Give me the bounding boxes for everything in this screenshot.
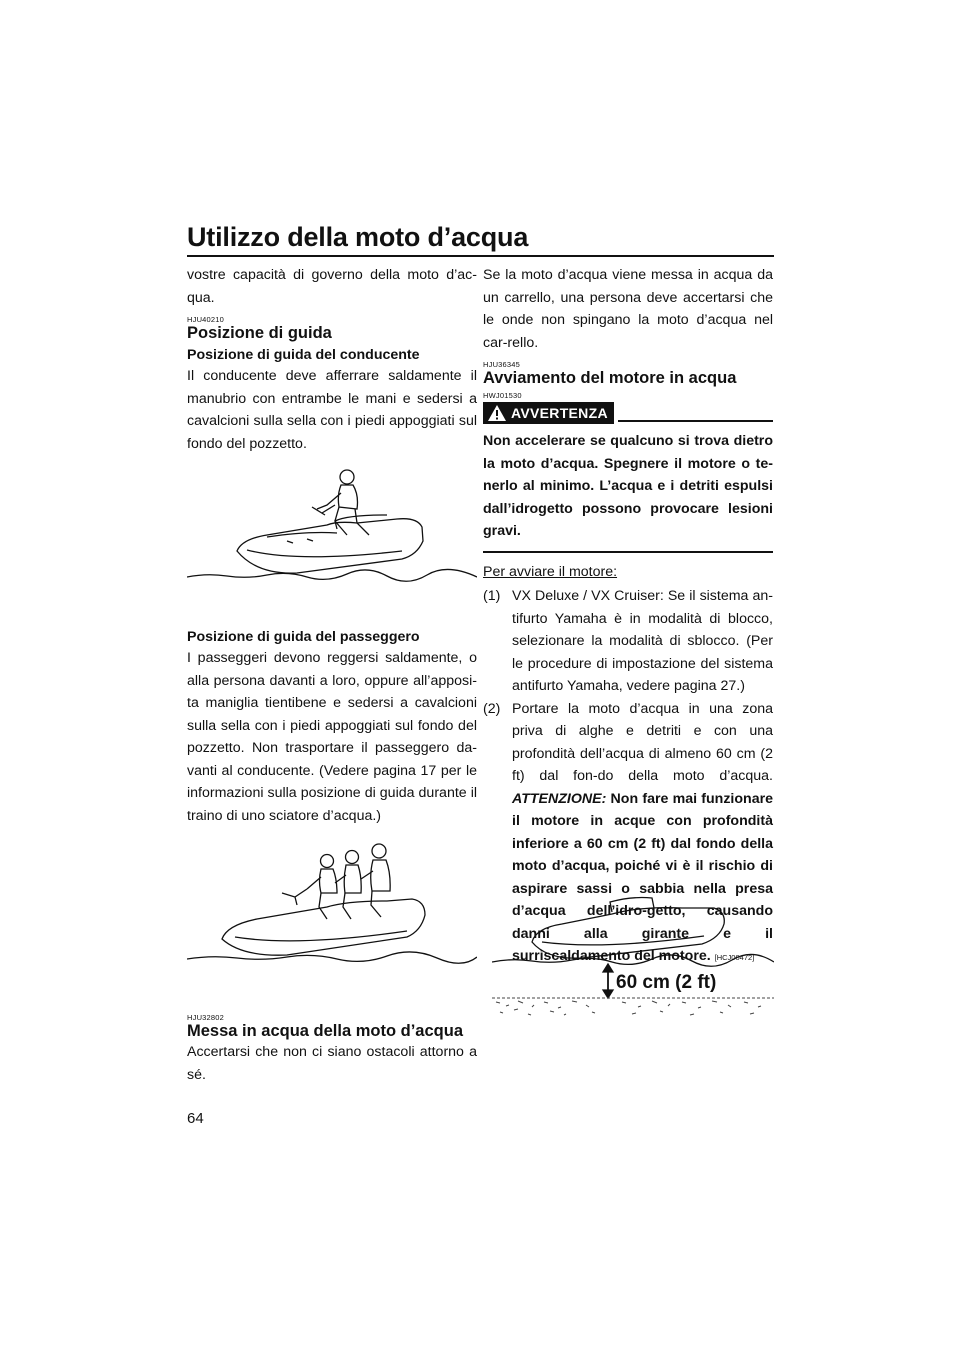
warning-header xyxy=(483,402,773,424)
left-column xyxy=(187,264,477,1086)
caution-text: Non fare mai funzionare il motore in acque con profondità inferiore a 60 cm (2 ft) dal fondo della moto d’acqua, poiché vi è il rischio di aspirare sassi o sabbia nella presa d’acqua dell’idro-getto, causando danni alla girante e il surriscaldamento del motore. xyxy=(512,790,773,964)
section-title-launching: Messa in acqua della moto d’acqua xyxy=(187,1022,463,1040)
list-item xyxy=(483,585,773,698)
section-code: HJU32802 xyxy=(187,1013,225,1022)
step-number: (2) xyxy=(483,700,501,717)
launching-text: Accertarsi che non ci siano ostacoli attorno a sé. xyxy=(187,1044,477,1083)
operator-position-text: Il conducente deve afferrare saldamente il manubrio con entrambe le mani e sedersi a cavalcioni sulla sella con i piedi appoggiati sul fondo del pozzetto. xyxy=(187,368,477,452)
trailer-text: Se la moto d’acqua viene messa in acqua da un carrello, una persona deve accertarsi che le onde non spingano la moto d’acqua nel car-rello. xyxy=(483,267,773,351)
section-code: HJU40210 xyxy=(187,315,225,324)
warning-triangle-icon xyxy=(487,404,507,422)
intro-text: vostre capacità di governo della moto d’ac-qua. xyxy=(187,267,477,306)
operator-illustration xyxy=(187,455,477,625)
step-text: VX Deluxe / VX Cruiser: Se il sistema an-tifurto Yamaha è in modalità di blocco, selezionare la modalità di sblocco. (Per le procedure di impostazione del sistema antifurto Yamaha, vedere pagina 27.) xyxy=(512,588,773,694)
warning-bottom-rule xyxy=(483,551,773,553)
right-column xyxy=(483,264,773,970)
section-code: HJU36345 xyxy=(483,360,521,369)
caution-label: ATTENZIONE: xyxy=(512,790,607,807)
section-title-starting-engine: Avviamento del motore in acqua xyxy=(483,369,737,387)
depth-label: 60 cm (2 ft) xyxy=(616,972,717,993)
caution-code: [HCJ00472] xyxy=(714,953,755,962)
warning-code: HWJ01530 xyxy=(483,391,522,400)
page-title: Utilizzo della moto d’acqua xyxy=(187,222,529,252)
warning-top-rule xyxy=(618,420,773,422)
passengers-illustration xyxy=(187,827,477,1007)
section-title-riding-position: Posizione di guida xyxy=(187,324,332,342)
step-number: (1) xyxy=(483,588,501,604)
passenger-position-text: I passeggeri devono reggersi saldamente, o alla persona davanti a loro, oppure all’apposi-ta maniglia tientibene e sedersi a cavalcioni sulla sella con i piedi appoggiati sul fondo del pozzetto. Non trasportare il passeggero da-vanti al conducente. (Vedere pagina 17 per le informazioni sulla posizione di guida durante il traino di uno sciatore d’acqua.) xyxy=(187,650,477,824)
water-depth-illustration xyxy=(492,888,774,1028)
warning-label: AVVERTENZA xyxy=(511,405,608,421)
subsection-passenger-position: Posizione di guida del passeggero xyxy=(187,629,420,645)
step-text: Portare la moto d’acqua in una zona priva di alghe e detriti e con una profondità dell’acqua di almeno 60 cm (2 ft) dal fon-do della moto d’acqua. xyxy=(512,700,773,784)
subsection-operator-position: Posizione di guida del conducente xyxy=(187,347,420,363)
warning-text: Non accelerare se qualcuno si trova dietro la moto d’acqua. Spegnere il motore o te-nerlo al minimo. L’acqua e i detriti espulsi dall’idrogetto possono provocare lesioni gravi. xyxy=(483,433,773,539)
title-rule xyxy=(187,255,774,257)
steps-title: Per avviare il motore: xyxy=(483,563,618,580)
page-number: 64 xyxy=(187,1110,204,1127)
warning-badge xyxy=(483,402,614,424)
